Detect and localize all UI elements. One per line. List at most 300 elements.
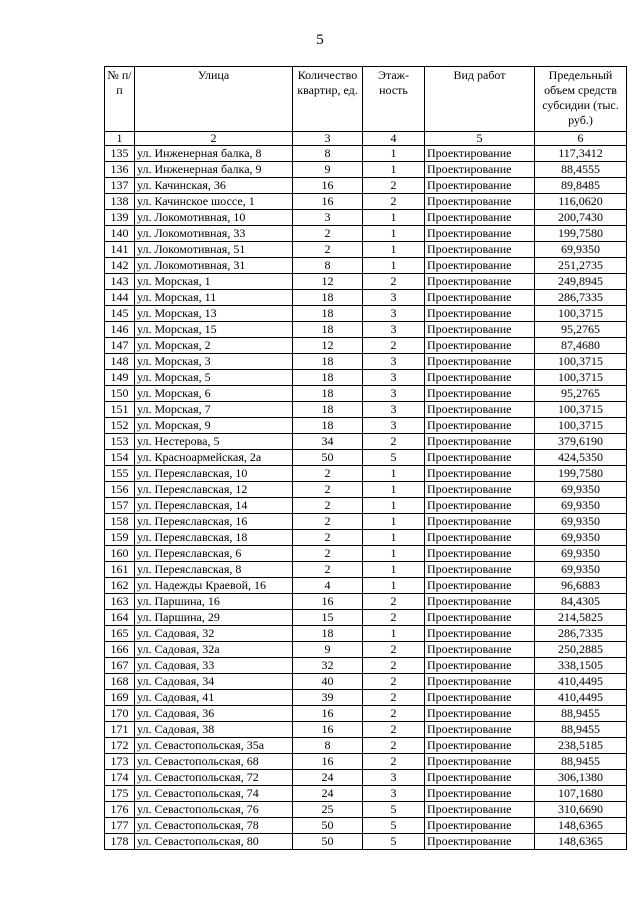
subsidy-cell: 69,9350 <box>535 498 627 514</box>
subsidy-cell: 410,4495 <box>535 674 627 690</box>
column-number: 6 <box>535 132 627 146</box>
street-cell: ул. Морская, 2 <box>135 338 293 354</box>
subsidy-cell: 89,8485 <box>535 178 627 194</box>
street-cell: ул. Севастопольская, 80 <box>135 834 293 850</box>
row-number: 168 <box>105 674 135 690</box>
street-cell: ул. Севастопольская, 78 <box>135 818 293 834</box>
subsidy-cell: 100,3715 <box>535 418 627 434</box>
table-row <box>105 226 627 242</box>
apartments-cell: 16 <box>293 194 363 210</box>
work-type-cell: Проектирование <box>425 610 535 626</box>
table-row <box>105 802 627 818</box>
work-type-cell: Проектирование <box>425 498 535 514</box>
floors-cell: 2 <box>363 658 425 674</box>
row-number: 141 <box>105 242 135 258</box>
apartments-cell: 8 <box>293 258 363 274</box>
header-work-type: Вид работ <box>425 67 535 132</box>
column-number: 5 <box>425 132 535 146</box>
table-row <box>105 210 627 226</box>
row-number: 148 <box>105 354 135 370</box>
floors-cell: 2 <box>363 594 425 610</box>
row-number: 137 <box>105 178 135 194</box>
row-number: 173 <box>105 754 135 770</box>
table-header-row <box>105 67 627 132</box>
table-row <box>105 722 627 738</box>
column-number: 4 <box>363 132 425 146</box>
work-type-cell: Проектирование <box>425 322 535 338</box>
row-number: 147 <box>105 338 135 354</box>
column-number: 1 <box>105 132 135 146</box>
table-row <box>105 594 627 610</box>
subsidy-cell: 286,7335 <box>535 290 627 306</box>
row-number: 167 <box>105 658 135 674</box>
row-number: 171 <box>105 722 135 738</box>
apartments-cell: 9 <box>293 642 363 658</box>
work-type-cell: Проектирование <box>425 226 535 242</box>
floors-cell: 5 <box>363 818 425 834</box>
table-row <box>105 482 627 498</box>
table-row <box>105 322 627 338</box>
row-number: 164 <box>105 610 135 626</box>
apartments-cell: 24 <box>293 770 363 786</box>
work-type-cell: Проектирование <box>425 386 535 402</box>
subsidy-cell: 379,6190 <box>535 434 627 450</box>
street-cell: ул. Севастопольская, 74 <box>135 786 293 802</box>
floors-cell: 1 <box>363 466 425 482</box>
floors-cell: 3 <box>363 786 425 802</box>
subsidy-cell: 88,9455 <box>535 706 627 722</box>
row-number: 152 <box>105 418 135 434</box>
subsidy-cell: 100,3715 <box>535 402 627 418</box>
street-cell: ул. Паршина, 29 <box>135 610 293 626</box>
floors-cell: 1 <box>363 210 425 226</box>
apartments-cell: 16 <box>293 754 363 770</box>
floors-cell: 3 <box>363 418 425 434</box>
apartments-cell: 12 <box>293 338 363 354</box>
subsidy-cell: 100,3715 <box>535 354 627 370</box>
header-subsidy: Предельный объем средств субсидии (тыс. руб.) <box>535 67 627 132</box>
work-type-cell: Проектирование <box>425 530 535 546</box>
table-row <box>105 498 627 514</box>
subsidy-cell: 100,3715 <box>535 370 627 386</box>
table-row <box>105 258 627 274</box>
table-row <box>105 610 627 626</box>
apartments-cell: 9 <box>293 162 363 178</box>
table-row <box>105 450 627 466</box>
subsidy-cell: 107,1680 <box>535 786 627 802</box>
apartments-cell: 2 <box>293 466 363 482</box>
work-type-cell: Проектирование <box>425 450 535 466</box>
street-cell: ул. Переяславская, 14 <box>135 498 293 514</box>
floors-cell: 2 <box>363 690 425 706</box>
row-number: 150 <box>105 386 135 402</box>
subsidy-cell: 306,1380 <box>535 770 627 786</box>
apartments-cell: 18 <box>293 370 363 386</box>
subsidy-cell: 95,2765 <box>535 386 627 402</box>
table-row <box>105 530 627 546</box>
floors-cell: 3 <box>363 290 425 306</box>
row-number: 143 <box>105 274 135 290</box>
subsidy-cell: 117,3412 <box>535 146 627 162</box>
work-type-cell: Проектирование <box>425 706 535 722</box>
table-row <box>105 274 627 290</box>
floors-cell: 1 <box>363 578 425 594</box>
row-number: 157 <box>105 498 135 514</box>
apartments-cell: 4 <box>293 578 363 594</box>
subsidy-cell: 199,7580 <box>535 226 627 242</box>
apartments-cell: 24 <box>293 786 363 802</box>
column-number: 2 <box>135 132 293 146</box>
work-type-cell: Проектирование <box>425 690 535 706</box>
street-cell: ул. Морская, 15 <box>135 322 293 338</box>
street-cell: ул. Инженерная балка, 9 <box>135 162 293 178</box>
floors-cell: 5 <box>363 834 425 850</box>
row-number: 136 <box>105 162 135 178</box>
floors-cell: 2 <box>363 722 425 738</box>
subsidy-cell: 251,2735 <box>535 258 627 274</box>
work-type-cell: Проектирование <box>425 786 535 802</box>
table-row <box>105 578 627 594</box>
work-type-cell: Проектирование <box>425 242 535 258</box>
row-number: 166 <box>105 642 135 658</box>
floors-cell: 3 <box>363 770 425 786</box>
subsidy-cell: 148,6365 <box>535 818 627 834</box>
table-row <box>105 642 627 658</box>
apartments-cell: 50 <box>293 818 363 834</box>
street-cell: ул. Переяславская, 8 <box>135 562 293 578</box>
street-cell: ул. Морская, 5 <box>135 370 293 386</box>
apartments-cell: 16 <box>293 706 363 722</box>
table-row <box>105 162 627 178</box>
header-apartments: Количество квартир, ед. <box>293 67 363 132</box>
work-type-cell: Проектирование <box>425 338 535 354</box>
work-type-cell: Проектирование <box>425 562 535 578</box>
work-type-cell: Проектирование <box>425 402 535 418</box>
apartments-cell: 40 <box>293 674 363 690</box>
street-cell: ул. Нестерова, 5 <box>135 434 293 450</box>
work-type-cell: Проектирование <box>425 370 535 386</box>
street-cell: ул. Морская, 3 <box>135 354 293 370</box>
subsidy-table <box>104 66 627 850</box>
street-cell: ул. Морская, 9 <box>135 418 293 434</box>
row-number: 177 <box>105 818 135 834</box>
subsidy-cell: 87,4680 <box>535 338 627 354</box>
apartments-cell: 18 <box>293 290 363 306</box>
subsidy-cell: 199,7580 <box>535 466 627 482</box>
table-row <box>105 770 627 786</box>
work-type-cell: Проектирование <box>425 306 535 322</box>
table-row <box>105 818 627 834</box>
table-row <box>105 338 627 354</box>
floors-cell: 1 <box>363 482 425 498</box>
floors-cell: 2 <box>363 434 425 450</box>
apartments-cell: 12 <box>293 274 363 290</box>
apartments-cell: 16 <box>293 594 363 610</box>
apartments-cell: 2 <box>293 226 363 242</box>
street-cell: ул. Локомотивная, 51 <box>135 242 293 258</box>
row-number: 160 <box>105 546 135 562</box>
table-row <box>105 834 627 850</box>
work-type-cell: Проектирование <box>425 482 535 498</box>
work-type-cell: Проектирование <box>425 658 535 674</box>
subsidy-cell: 95,2765 <box>535 322 627 338</box>
subsidy-cell: 69,9350 <box>535 242 627 258</box>
floors-cell: 2 <box>363 706 425 722</box>
subsidy-cell: 338,1505 <box>535 658 627 674</box>
table-row <box>105 514 627 530</box>
subsidy-cell: 69,9350 <box>535 482 627 498</box>
street-cell: ул. Садовая, 32а <box>135 642 293 658</box>
floors-cell: 1 <box>363 498 425 514</box>
table-row <box>105 194 627 210</box>
subsidy-cell: 424,5350 <box>535 450 627 466</box>
floors-cell: 1 <box>363 514 425 530</box>
subsidy-cell: 200,7430 <box>535 210 627 226</box>
header-floors: Этаж-ность <box>363 67 425 132</box>
subsidy-cell: 286,7335 <box>535 626 627 642</box>
row-number: 142 <box>105 258 135 274</box>
floors-cell: 1 <box>363 562 425 578</box>
apartments-cell: 50 <box>293 834 363 850</box>
subsidy-cell: 148,6365 <box>535 834 627 850</box>
table-row <box>105 402 627 418</box>
header-number: № п/п <box>105 67 135 132</box>
apartments-cell: 2 <box>293 530 363 546</box>
table-row <box>105 786 627 802</box>
work-type-cell: Проектирование <box>425 146 535 162</box>
table-row <box>105 306 627 322</box>
street-cell: ул. Переяславская, 10 <box>135 466 293 482</box>
row-number: 161 <box>105 562 135 578</box>
row-number: 169 <box>105 690 135 706</box>
page-number: 5 <box>316 32 324 48</box>
apartments-cell: 2 <box>293 242 363 258</box>
table-row <box>105 754 627 770</box>
floors-cell: 3 <box>363 306 425 322</box>
row-number: 170 <box>105 706 135 722</box>
row-number: 175 <box>105 786 135 802</box>
floors-cell: 3 <box>363 370 425 386</box>
subsidy-cell: 88,4555 <box>535 162 627 178</box>
floors-cell: 1 <box>363 546 425 562</box>
apartments-cell: 2 <box>293 514 363 530</box>
work-type-cell: Проектирование <box>425 754 535 770</box>
floors-cell: 2 <box>363 178 425 194</box>
row-number: 138 <box>105 194 135 210</box>
street-cell: ул. Переяславская, 16 <box>135 514 293 530</box>
subsidy-cell: 69,9350 <box>535 530 627 546</box>
table-row <box>105 290 627 306</box>
work-type-cell: Проектирование <box>425 626 535 642</box>
apartments-cell: 2 <box>293 562 363 578</box>
apartments-cell: 34 <box>293 434 363 450</box>
street-cell: ул. Севастопольская, 72 <box>135 770 293 786</box>
row-number: 154 <box>105 450 135 466</box>
street-cell: ул. Надежды Краевой, 16 <box>135 578 293 594</box>
apartments-cell: 18 <box>293 386 363 402</box>
floors-cell: 5 <box>363 802 425 818</box>
table-row <box>105 354 627 370</box>
apartments-cell: 3 <box>293 210 363 226</box>
work-type-cell: Проектирование <box>425 770 535 786</box>
subsidy-cell: 84,4305 <box>535 594 627 610</box>
apartments-cell: 18 <box>293 306 363 322</box>
apartments-cell: 8 <box>293 146 363 162</box>
subsidy-cell: 310,6690 <box>535 802 627 818</box>
row-number: 165 <box>105 626 135 642</box>
work-type-cell: Проектирование <box>425 674 535 690</box>
street-cell: ул. Севастопольская, 68 <box>135 754 293 770</box>
street-cell: ул. Севастопольская, 35а <box>135 738 293 754</box>
floors-cell: 2 <box>363 738 425 754</box>
apartments-cell: 25 <box>293 802 363 818</box>
row-number: 178 <box>105 834 135 850</box>
work-type-cell: Проектирование <box>425 162 535 178</box>
table-row <box>105 626 627 642</box>
row-number: 145 <box>105 306 135 322</box>
street-cell: ул. Севастопольская, 76 <box>135 802 293 818</box>
street-cell: ул. Морская, 6 <box>135 386 293 402</box>
work-type-cell: Проектирование <box>425 578 535 594</box>
row-number: 135 <box>105 146 135 162</box>
floors-cell: 3 <box>363 402 425 418</box>
work-type-cell: Проектирование <box>425 834 535 850</box>
apartments-cell: 16 <box>293 178 363 194</box>
floors-cell: 1 <box>363 162 425 178</box>
apartments-cell: 18 <box>293 322 363 338</box>
floors-cell: 2 <box>363 338 425 354</box>
street-cell: ул. Садовая, 34 <box>135 674 293 690</box>
street-cell: ул. Морская, 11 <box>135 290 293 306</box>
apartments-cell: 2 <box>293 546 363 562</box>
street-cell: ул. Локомотивная, 33 <box>135 226 293 242</box>
work-type-cell: Проектирование <box>425 290 535 306</box>
row-number: 162 <box>105 578 135 594</box>
floors-cell: 1 <box>363 258 425 274</box>
work-type-cell: Проектирование <box>425 258 535 274</box>
apartments-cell: 50 <box>293 450 363 466</box>
row-number: 153 <box>105 434 135 450</box>
street-cell: ул. Инженерная балка, 8 <box>135 146 293 162</box>
street-cell: ул. Локомотивная, 10 <box>135 210 293 226</box>
street-cell: ул. Переяславская, 18 <box>135 530 293 546</box>
table-body <box>105 146 627 850</box>
work-type-cell: Проектирование <box>425 738 535 754</box>
street-cell: ул. Садовая, 41 <box>135 690 293 706</box>
apartments-cell: 15 <box>293 610 363 626</box>
row-number: 158 <box>105 514 135 530</box>
street-cell: ул. Паршина, 16 <box>135 594 293 610</box>
floors-cell: 3 <box>363 322 425 338</box>
subsidy-cell: 96,6883 <box>535 578 627 594</box>
table-row <box>105 546 627 562</box>
floors-cell: 3 <box>363 354 425 370</box>
work-type-cell: Проектирование <box>425 818 535 834</box>
row-number: 159 <box>105 530 135 546</box>
floors-cell: 2 <box>363 754 425 770</box>
table-row <box>105 674 627 690</box>
table-row <box>105 562 627 578</box>
floors-cell: 2 <box>363 274 425 290</box>
street-cell: ул. Садовая, 36 <box>135 706 293 722</box>
column-numbers-row <box>105 132 627 146</box>
table-row <box>105 690 627 706</box>
apartments-cell: 16 <box>293 722 363 738</box>
row-number: 155 <box>105 466 135 482</box>
subsidy-cell: 410,4495 <box>535 690 627 706</box>
street-cell: ул. Морская, 7 <box>135 402 293 418</box>
subsidy-cell: 69,9350 <box>535 514 627 530</box>
row-number: 176 <box>105 802 135 818</box>
floors-cell: 2 <box>363 642 425 658</box>
street-cell: ул. Садовая, 32 <box>135 626 293 642</box>
street-cell: ул. Переяславская, 12 <box>135 482 293 498</box>
work-type-cell: Проектирование <box>425 434 535 450</box>
table-row <box>105 386 627 402</box>
row-number: 174 <box>105 770 135 786</box>
apartments-cell: 2 <box>293 482 363 498</box>
table-row <box>105 146 627 162</box>
street-cell: ул. Садовая, 33 <box>135 658 293 674</box>
work-type-cell: Проектирование <box>425 802 535 818</box>
floors-cell: 1 <box>363 146 425 162</box>
table-row <box>105 706 627 722</box>
work-type-cell: Проектирование <box>425 514 535 530</box>
work-type-cell: Проектирование <box>425 642 535 658</box>
street-cell: ул. Красноармейская, 2а <box>135 450 293 466</box>
row-number: 149 <box>105 370 135 386</box>
work-type-cell: Проектирование <box>425 546 535 562</box>
work-type-cell: Проектирование <box>425 594 535 610</box>
header-street: Улица <box>135 67 293 132</box>
row-number: 139 <box>105 210 135 226</box>
work-type-cell: Проектирование <box>425 274 535 290</box>
subsidy-cell: 88,9455 <box>535 754 627 770</box>
street-cell: ул. Морская, 1 <box>135 274 293 290</box>
floors-cell: 1 <box>363 242 425 258</box>
work-type-cell: Проектирование <box>425 354 535 370</box>
floors-cell: 3 <box>363 386 425 402</box>
street-cell: ул. Переяславская, 6 <box>135 546 293 562</box>
apartments-cell: 39 <box>293 690 363 706</box>
floors-cell: 2 <box>363 610 425 626</box>
subsidy-cell: 250,2885 <box>535 642 627 658</box>
table-row <box>105 434 627 450</box>
apartments-cell: 18 <box>293 354 363 370</box>
subsidy-cell: 100,3715 <box>535 306 627 322</box>
table-row <box>105 242 627 258</box>
row-number: 144 <box>105 290 135 306</box>
street-cell: ул. Локомотивная, 31 <box>135 258 293 274</box>
row-number: 151 <box>105 402 135 418</box>
apartments-cell: 32 <box>293 658 363 674</box>
row-number: 140 <box>105 226 135 242</box>
apartments-cell: 18 <box>293 418 363 434</box>
column-number: 3 <box>293 132 363 146</box>
street-cell: ул. Садовая, 38 <box>135 722 293 738</box>
apartments-cell: 18 <box>293 402 363 418</box>
table-row <box>105 370 627 386</box>
table-row <box>105 418 627 434</box>
row-number: 156 <box>105 482 135 498</box>
street-cell: ул. Качинская, 36 <box>135 178 293 194</box>
work-type-cell: Проектирование <box>425 178 535 194</box>
subsidy-cell: 214,5825 <box>535 610 627 626</box>
table-row <box>105 466 627 482</box>
table-row <box>105 658 627 674</box>
floors-cell: 1 <box>363 226 425 242</box>
row-number: 163 <box>105 594 135 610</box>
